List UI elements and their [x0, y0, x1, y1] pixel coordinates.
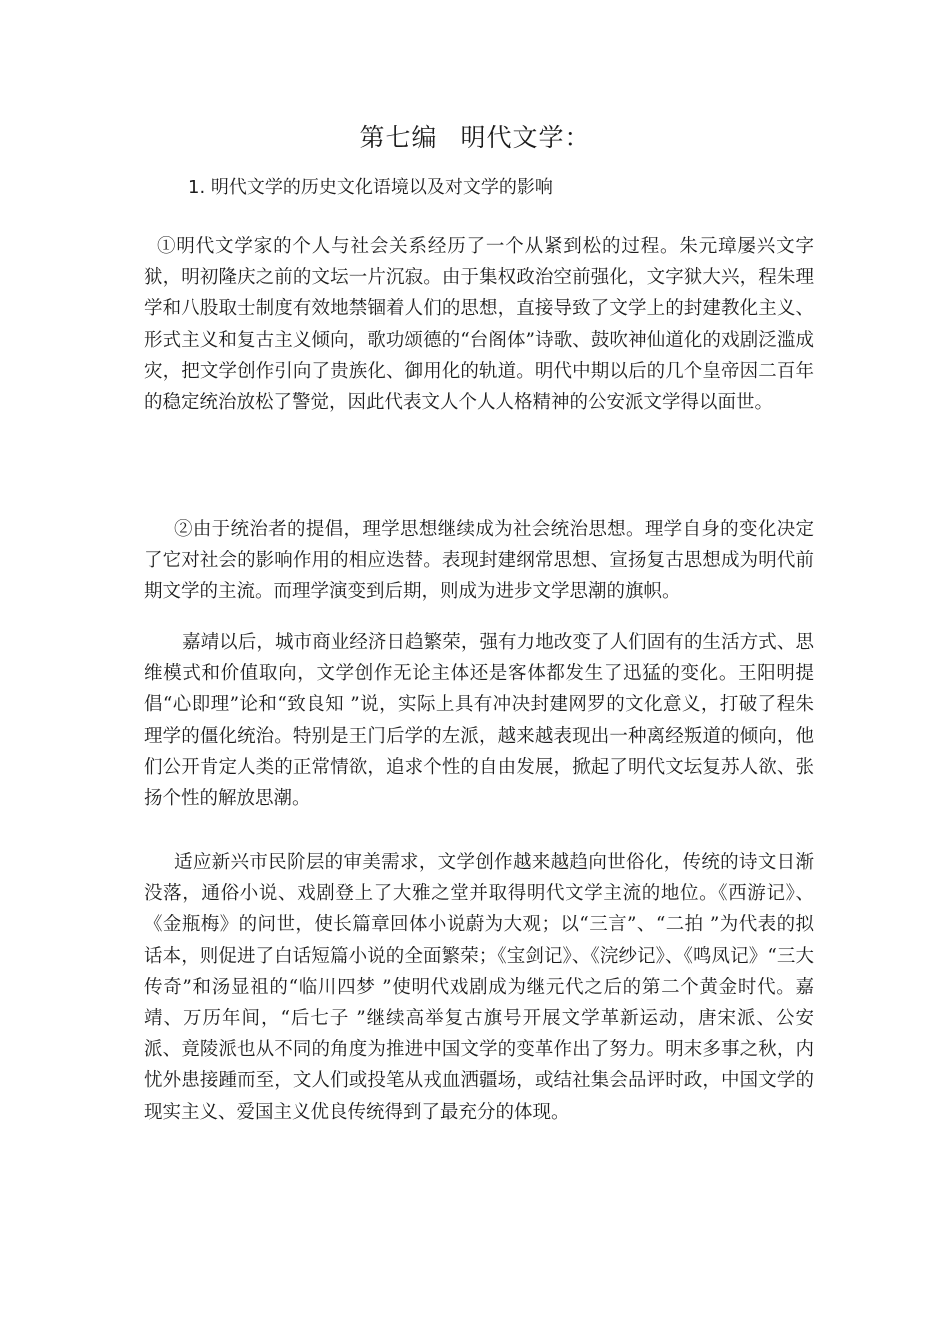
paragraph-2: ②由于统治者的提倡，理学思想继续成为社会统治思想。理学自身的变化决定了它对社会的影响作用的相应迭替。表现封建纲常思想、宣扬复古思想成为明代前期文学的主流。而理学演变到后期，则成为进步文学思潮的旗帜。	[144, 519, 814, 603]
paragraph-4: 适应新兴市民阶层的审美需求，文学创作越来越趋向世俗化，传统的诗文日渐没落，通俗小说、戏剧登上了大雅之堂并取得明代文学主流的地位。《西游记》、《金瓶梅》的问世，使长篇章回体小说蔚为大观；以“三言”、“二拍 ”为代表的拟话本，则促进了白话短篇小说的全面繁荣；《宝剑记》、《浣纱记》、《鸣凤记》“三大传奇”和汤显祖的“临川四梦 ”使明代戏剧成为继元代之后的第二个黄金时代。嘉靖、万历年间，“后七子 ”继续高举复古旗号开展文学革新运动，唐宋派、公安派、竟陵派也从不同的角度为推进中国文学的变革作出了努力。明末多事之秋，内忧外患接踵而至，文人们或投笔从戎血洒疆场，或结社集会品评时政，中国文学的现实主义、爱国主义优良传统得到了最充分的体现。	[144, 852, 814, 1123]
section-heading: 1. 明代文学的历史文化语境以及对文学的影响	[188, 177, 553, 198]
paragraph-1: ①明代文学家的个人与社会关系经历了一个从紧到松的过程。朱元璋屡兴文字狱，明初隆庆之前的文坛一片沉寂。由于集权政治空前强化，文字狱大兴，程朱理学和八股取士制度有效地禁锢着人们的思想，直接导致了文学上的封建教化主义、形式主义和复古主义倾向，歌功颂德的“台阁体”诗歌、鼓吹神仙道化的戏剧泛滥成灾，把文学创作引向了贵族化、御用化的轨道。明代中期以后的几个皇帝因二百年的稳定统治放松了警觉，因此代表文人个人人格精神的公安派文学得以面世。	[144, 236, 814, 414]
paragraph-3: 嘉靖以后，城市商业经济日趋繁荣，强有力地改变了人们固有的生活方式、思维模式和价值取向，文学创作无论主体还是客体都发生了迅猛的变化。王阳明提倡“心即理”论和“致良知 ”说，实际上具有冲决封建网罗的文化意义，打破了程朱理学的僵化统治。特别是王门后学的左派，越来越表现出一种离经叛道的倾向，他们公开肯定人类的正常情欲，追求个性的自由发展，掀起了明代文坛复苏人欲、张扬个性的解放思潮。	[144, 632, 814, 810]
page-title: 第七编 明代文学：	[359, 123, 591, 152]
